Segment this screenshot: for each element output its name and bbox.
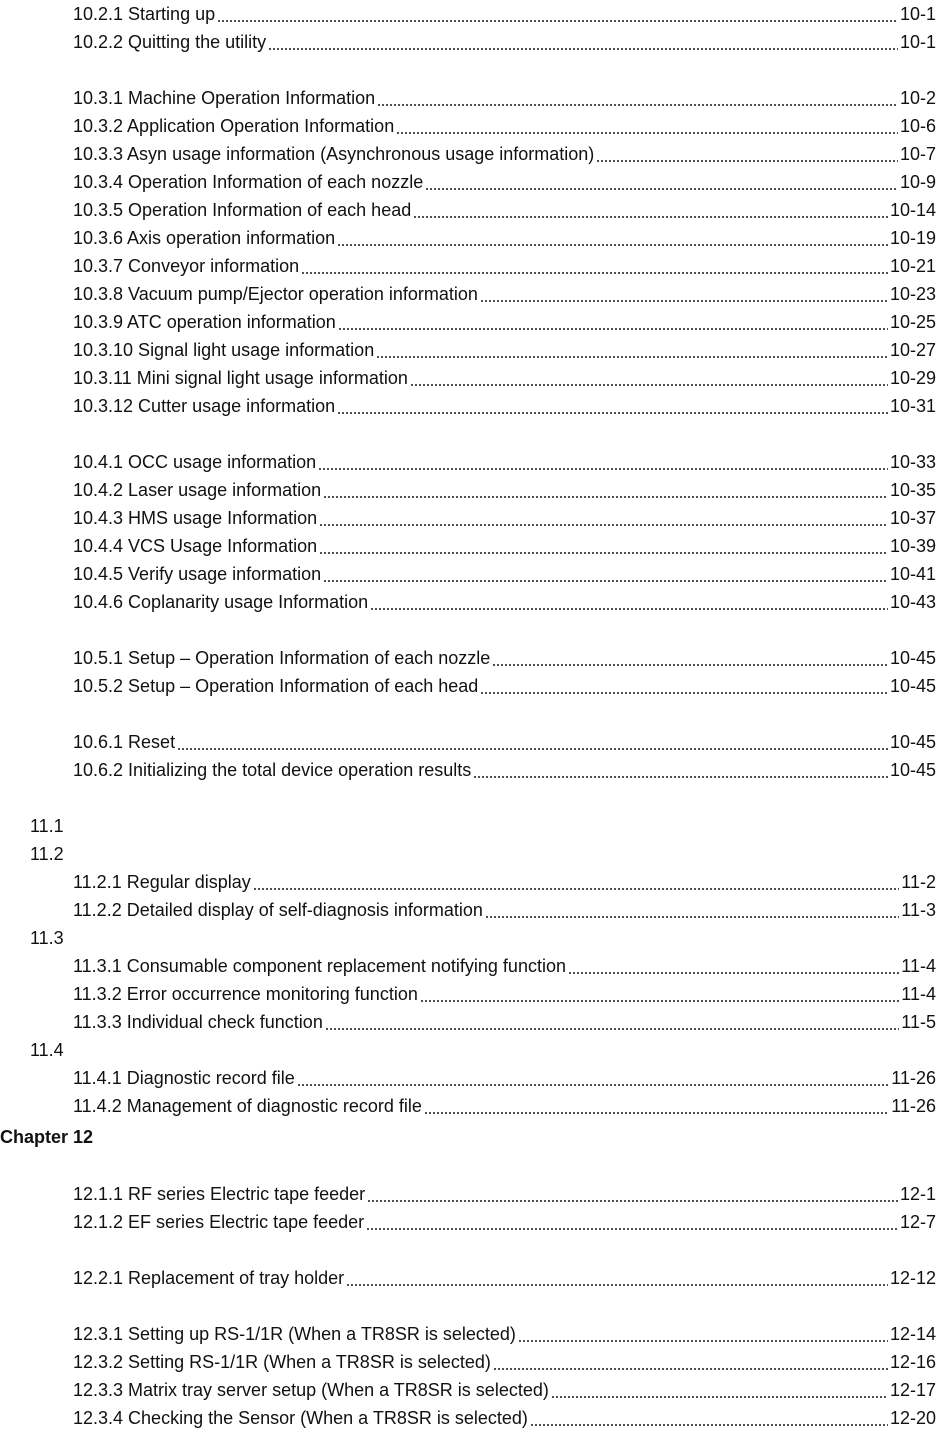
spacer: [0, 1292, 936, 1320]
dot-leader: [217, 4, 898, 24]
dot-leader: [518, 1324, 888, 1344]
dot-leader: [337, 228, 888, 248]
dot-leader: [410, 368, 888, 388]
toc-entry-page: 10-31: [889, 396, 936, 416]
dot-leader: [325, 1012, 899, 1032]
toc-entry[interactable]: [0, 1320, 936, 1348]
toc-entry-page: 10-19: [889, 228, 936, 248]
toc-entry[interactable]: [0, 1208, 936, 1236]
chapter-title: Chapter 12: [0, 1127, 94, 1147]
toc-entry[interactable]: [0, 868, 936, 896]
dot-leader: [337, 396, 888, 416]
toc-entry-page: 12-12: [889, 1268, 936, 1288]
toc-entry-page: 10-43: [889, 592, 936, 612]
toc-entry-title: 12.1.2 EF series Electric tape feeder: [73, 1212, 365, 1232]
toc-entry[interactable]: [0, 756, 936, 784]
dot-leader: [377, 88, 898, 108]
toc-entry-page: 10-35: [889, 480, 936, 500]
toc-entry-page: 11-4: [901, 984, 936, 1004]
toc-entry[interactable]: [0, 588, 936, 616]
toc-entry-page: 12-17: [889, 1380, 936, 1400]
toc-entry-page: 11-2: [901, 872, 936, 892]
dot-leader: [297, 1068, 890, 1088]
toc-entry-title: 10.4.3 HMS usage Information: [73, 508, 318, 528]
dot-leader: [323, 564, 888, 584]
dot-leader: [425, 172, 898, 192]
toc-entry-page: 10-39: [889, 536, 936, 556]
toc-entry[interactable]: [0, 980, 936, 1008]
dot-leader: [596, 144, 898, 164]
dot-leader: [319, 536, 888, 556]
section-title: 11.4: [30, 1040, 64, 1060]
dot-leader: [493, 1352, 888, 1372]
toc-entry-page: 10-37: [889, 508, 936, 528]
toc-entry-title: 10.3.10 Signal light usage information: [73, 340, 375, 360]
toc-entry-title: 10.3.6 Axis operation information: [73, 228, 336, 248]
toc-entry-title: 10.6.2 Initializing the total device operation results: [73, 760, 472, 780]
toc-entry-page: 10-9: [899, 172, 936, 192]
toc-entry[interactable]: [0, 1264, 936, 1292]
toc-entry[interactable]: [0, 476, 936, 504]
toc-entry[interactable]: [0, 1404, 936, 1432]
toc-entry-title: 11.2.1 Regular display: [73, 872, 251, 892]
dot-leader: [346, 1268, 888, 1288]
toc-entry-page: 12-14: [889, 1324, 936, 1344]
toc-entry-page: 10-45: [889, 760, 936, 780]
spacer: [0, 1152, 936, 1180]
toc-entry-title: 10.4.1 OCC usage information: [73, 452, 317, 472]
dot-leader: [551, 1380, 888, 1400]
toc-entry[interactable]: [0, 112, 936, 140]
toc-entry[interactable]: [0, 728, 936, 756]
dot-leader: [366, 1212, 898, 1232]
toc-entry-title: 10.4.4 VCS Usage Information: [73, 536, 318, 556]
toc-entry[interactable]: [0, 560, 936, 588]
toc-entry[interactable]: [0, 224, 936, 252]
section-title: 11.1: [30, 816, 64, 836]
toc-entry-title: 10.5.1 Setup – Operation Information of each nozzle: [73, 648, 491, 668]
dot-leader: [568, 956, 899, 976]
toc-entry[interactable]: [0, 280, 936, 308]
toc-entry-page: 10-27: [889, 340, 936, 360]
dot-leader: [177, 732, 888, 752]
toc-entry[interactable]: [0, 952, 936, 980]
toc-entry-title: 10.3.11 Mini signal light usage information: [73, 368, 408, 388]
toc-entry[interactable]: [0, 392, 936, 420]
toc-entry[interactable]: [0, 1376, 936, 1404]
toc-entry[interactable]: [0, 1180, 936, 1208]
spacer: [0, 616, 936, 644]
spacer: [0, 700, 936, 728]
toc-entry-page: 12-1: [899, 1184, 936, 1204]
section-title: 11.3: [30, 928, 64, 948]
section-title: 11.2: [30, 844, 64, 864]
toc-entry-title: 11.3.1 Consumable component replacement notifying function: [73, 956, 566, 976]
dot-leader: [268, 32, 898, 52]
toc-entry-page: 10-1: [899, 32, 936, 52]
spacer: [0, 420, 936, 448]
section-heading[interactable]: [0, 812, 936, 840]
dot-leader: [367, 1184, 898, 1204]
toc-entry[interactable]: [0, 532, 936, 560]
toc-entry-page: 10-23: [889, 284, 936, 304]
toc-entry-title: 12.1.1 RF series Electric tape feeder: [73, 1184, 366, 1204]
dot-leader: [253, 872, 900, 892]
toc-entry-title: 12.3.1 Setting up RS-1/1R (When a TR8SR is selected): [73, 1324, 516, 1344]
dot-leader: [424, 1096, 889, 1116]
toc-entry-title: 10.3.3 Asyn usage information (Asynchronous usage information): [73, 144, 595, 164]
toc-entry-title: 12.3.3 Matrix tray server setup (When a TR8SR is selected): [73, 1380, 549, 1400]
spacer: [0, 56, 936, 84]
toc-entry-title: 12.3.4 Checking the Sensor (When a TR8SR is selected): [73, 1408, 528, 1428]
toc-entry-title: 11.3.2 Error occurrence monitoring function: [73, 984, 418, 1004]
section-heading[interactable]: [0, 1036, 936, 1064]
toc-entry[interactable]: [0, 196, 936, 224]
toc-entry-title: 10.3.8 Vacuum pump/Ejector operation information: [73, 284, 478, 304]
dot-leader: [318, 452, 888, 472]
spacer: [0, 784, 936, 812]
toc-entry-page: 10-45: [889, 676, 936, 696]
dot-leader: [492, 648, 888, 668]
toc-entry-page: 10-45: [889, 732, 936, 752]
toc-entry-page: 10-2: [899, 88, 936, 108]
toc-entry-title: 10.4.5 Verify usage information: [73, 564, 322, 584]
toc-entry-title: 10.3.4 Operation Information of each nozzle: [73, 172, 424, 192]
toc-entry-page: 10-45: [889, 648, 936, 668]
section-heading[interactable]: [0, 840, 936, 868]
dot-leader: [338, 312, 888, 332]
dot-leader: [480, 284, 888, 304]
toc-entry[interactable]: [0, 308, 936, 336]
toc-entry-title: 11.4.1 Diagnostic record file: [73, 1068, 295, 1088]
dot-leader: [485, 900, 899, 920]
dot-leader: [473, 760, 888, 780]
dot-leader: [530, 1408, 888, 1428]
toc-entry[interactable]: [0, 504, 936, 532]
toc-entry-page: 12-20: [889, 1408, 936, 1428]
toc-entry-page: 10-33: [889, 452, 936, 472]
dot-leader: [480, 676, 888, 696]
toc-entry-page: 11-5: [901, 1012, 936, 1032]
toc-entry-title: 10.3.2 Application Operation Information: [73, 116, 395, 136]
toc-entry[interactable]: [0, 448, 936, 476]
toc-entry-title: 12.3.2 Setting RS-1/1R (When a TR8SR is selected): [73, 1352, 491, 1372]
toc-entry[interactable]: [0, 252, 936, 280]
toc-entry-page: 10-1: [899, 4, 936, 24]
toc-entry[interactable]: [0, 672, 936, 700]
toc-entry-page: 10-6: [899, 116, 936, 136]
dot-leader: [370, 592, 888, 612]
toc-entry-title: 10.3.12 Cutter usage information: [73, 396, 336, 416]
toc-entry-page: 11-26: [891, 1068, 936, 1088]
toc-entry-title: 10.4.2 Laser usage information: [73, 480, 322, 500]
toc-entry-title: 10.3.5 Operation Information of each head: [73, 200, 412, 220]
toc-entry[interactable]: [0, 140, 936, 168]
toc-entry-page: 11-3: [901, 900, 936, 920]
toc-entry-page: 11-26: [891, 1096, 936, 1116]
chapter-heading[interactable]: [0, 1122, 936, 1152]
toc-entry-page: 10-41: [889, 564, 936, 584]
spacer: [0, 1236, 936, 1264]
toc-entry-title: 10.2.2 Quitting the utility: [73, 32, 267, 52]
toc-entry[interactable]: [0, 1064, 936, 1092]
dot-leader: [319, 508, 888, 528]
toc-entry[interactable]: [0, 1092, 936, 1120]
toc-entry[interactable]: [0, 1348, 936, 1376]
toc-entry-page: 12-7: [899, 1212, 936, 1232]
toc-entry[interactable]: [0, 1008, 936, 1036]
toc-entry-page: 10-29: [889, 368, 936, 388]
toc-entry[interactable]: [0, 896, 936, 924]
toc-entry-page: 10-14: [889, 200, 936, 220]
toc-entry[interactable]: [0, 364, 936, 392]
toc-entry-page: 11-4: [901, 956, 936, 976]
toc-entry-title: 10.3.1 Machine Operation Information: [73, 88, 376, 108]
toc-entry-page: 10-7: [899, 144, 936, 164]
toc-entry-title: 10.6.1 Reset: [73, 732, 176, 752]
dot-leader: [301, 256, 888, 276]
toc-entry-title: 10.4.6 Coplanarity usage Information: [73, 592, 369, 612]
toc-entry[interactable]: [0, 0, 936, 28]
toc-entry-title: 12.2.1 Replacement of tray holder: [73, 1268, 345, 1288]
toc-entry-page: 10-25: [889, 312, 936, 332]
toc-entry[interactable]: [0, 28, 936, 56]
toc-entry[interactable]: [0, 644, 936, 672]
toc-entry-title: 10.2.1 Starting up: [73, 4, 216, 24]
toc-entry-title: 11.2.2 Detailed display of self-diagnosis information: [73, 900, 483, 920]
toc-entry-title: 10.5.2 Setup – Operation Information of each head: [73, 676, 479, 696]
toc-entry-title: 10.3.7 Conveyor information: [73, 256, 300, 276]
toc-entry[interactable]: [0, 336, 936, 364]
dot-leader: [420, 984, 899, 1004]
toc-entry-title: 11.4.2 Management of diagnostic record file: [73, 1096, 422, 1116]
toc-entry[interactable]: [0, 84, 936, 112]
dot-leader: [323, 480, 888, 500]
dot-leader: [376, 340, 888, 360]
toc-entry-title: 11.3.3 Individual check function: [73, 1012, 323, 1032]
toc-entry[interactable]: [0, 168, 936, 196]
toc-entry-title: 10.3.9 ATC operation information: [73, 312, 336, 332]
dot-leader: [413, 200, 888, 220]
dot-leader: [396, 116, 898, 136]
section-heading[interactable]: [0, 924, 936, 952]
toc-entry-page: 10-21: [889, 256, 936, 276]
toc-entry-page: 12-16: [889, 1352, 936, 1372]
